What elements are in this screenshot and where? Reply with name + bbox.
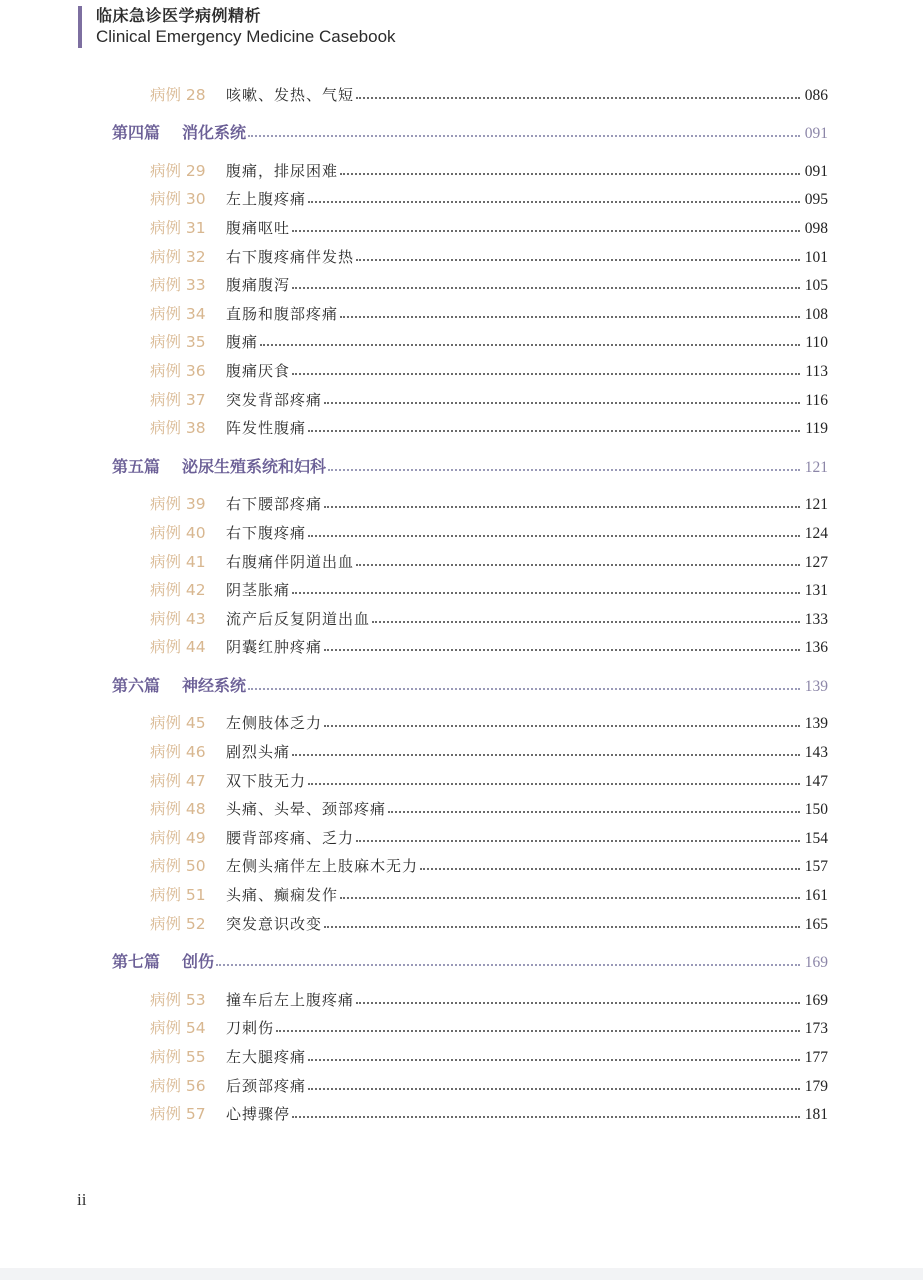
- page-ref: 101: [804, 248, 828, 266]
- dot-leader: [328, 469, 800, 471]
- case-number: 病例 49: [150, 828, 206, 847]
- toc-case-entry[interactable]: [112, 849, 828, 878]
- case-title: 右下腹疼痛伴发热: [226, 247, 355, 266]
- case-number: 病例 54: [150, 1019, 206, 1038]
- toc-case-entry[interactable]: [112, 77, 828, 106]
- page-ref: 147: [804, 772, 828, 790]
- toc-part-entry[interactable]: [112, 116, 828, 145]
- dot-leader: [292, 754, 800, 756]
- page-ref: 161: [804, 887, 828, 905]
- dot-leader: [356, 259, 800, 261]
- dot-leader: [340, 316, 800, 318]
- case-number: 病例 28: [150, 85, 206, 104]
- page-ref: 095: [804, 191, 828, 209]
- case-number: 病例 42: [150, 581, 206, 600]
- part-label: 第五篇: [112, 456, 161, 476]
- dot-leader: [308, 430, 800, 432]
- page-ref: 105: [804, 277, 828, 295]
- page-ref: 169: [804, 991, 828, 1009]
- case-number: 病例 43: [150, 609, 206, 628]
- dot-leader: [292, 287, 800, 289]
- page-ref: 091: [804, 162, 828, 180]
- toc-case-entry[interactable]: [112, 877, 828, 906]
- case-number: 病例 41: [150, 552, 206, 571]
- case-title: 后颈部疼痛: [226, 1076, 307, 1095]
- page-ref: 108: [804, 305, 828, 323]
- case-number: 病例 38: [150, 419, 206, 438]
- case-title: 头痛、头晕、颈部疼痛: [226, 800, 387, 819]
- page-ref: 086: [804, 86, 828, 104]
- part-title: 创伤: [182, 952, 215, 972]
- page-ref: 165: [804, 915, 828, 933]
- case-title: 咳嗽、发热、气短: [226, 85, 355, 104]
- table-of-contents: [112, 77, 828, 1125]
- page-ref: 121: [804, 458, 828, 476]
- toc-case-entry[interactable]: [112, 820, 828, 849]
- page-number: ii: [77, 1190, 87, 1209]
- case-number: 病例 47: [150, 771, 206, 790]
- page-ref: 119: [805, 420, 828, 438]
- book-title-english: Clinical Emergency Medicine Casebook: [96, 27, 396, 46]
- dot-leader: [324, 402, 800, 404]
- page-ref: 131: [804, 582, 828, 600]
- case-number: 病例 32: [150, 247, 206, 266]
- dot-leader: [308, 783, 800, 785]
- page-ref: 169: [804, 954, 828, 972]
- part-label: 第四篇: [112, 123, 161, 143]
- case-number: 病例 37: [150, 390, 206, 409]
- case-title: 突发意识改变: [226, 914, 323, 933]
- dot-leader: [248, 135, 800, 137]
- page-ref: 154: [804, 829, 828, 847]
- case-title: 流产后反复阴道出血: [226, 609, 371, 628]
- case-number: 病例 33: [150, 276, 206, 295]
- case-number: 病例 57: [150, 1105, 206, 1124]
- case-number: 病例 50: [150, 857, 206, 876]
- dot-leader: [324, 506, 800, 508]
- dot-leader: [308, 1088, 800, 1090]
- toc-case-entry[interactable]: [112, 982, 828, 1011]
- toc-case-entry[interactable]: [112, 1097, 828, 1126]
- case-title: 右下腹疼痛: [226, 523, 307, 542]
- case-title: 右下腰部疼痛: [226, 495, 323, 514]
- dot-leader: [388, 811, 800, 813]
- toc-case-entry[interactable]: [112, 153, 828, 182]
- case-number: 病例 55: [150, 1048, 206, 1066]
- case-title: 阴茎胀痛: [226, 581, 291, 600]
- page-ref: 124: [804, 524, 828, 542]
- dot-leader: [356, 564, 800, 566]
- case-number: 病例 44: [150, 638, 206, 657]
- page-ref: 113: [805, 362, 828, 380]
- dot-leader: [356, 97, 800, 99]
- page-ref: 157: [804, 858, 828, 876]
- toc-case-entry[interactable]: [112, 544, 828, 573]
- toc-case-entry[interactable]: [112, 1068, 828, 1097]
- case-title: 刀刺伤: [226, 1019, 275, 1038]
- dot-leader: [308, 201, 800, 203]
- toc-case-entry[interactable]: [112, 411, 828, 440]
- page-ref: 139: [804, 677, 828, 695]
- case-title: 突发背部疼痛: [226, 390, 323, 409]
- case-title: 阴囊红肿疼痛: [226, 638, 323, 657]
- part-title: 神经系统: [182, 675, 247, 695]
- page-ref: 110: [805, 334, 828, 352]
- case-title: 腹痛，排尿困难: [226, 161, 339, 180]
- case-title: 左大腿疼痛: [226, 1048, 307, 1066]
- case-number: 病例 53: [150, 990, 206, 1009]
- dot-leader: [292, 592, 800, 594]
- case-number: 病例 52: [150, 914, 206, 933]
- toc-case-entry[interactable]: [112, 210, 828, 239]
- case-title: 阵发性腹痛: [226, 419, 307, 438]
- dot-leader: [292, 1116, 800, 1118]
- case-number: 病例 39: [150, 495, 206, 514]
- page-ref: 177: [804, 1049, 828, 1066]
- part-title: 消化系统: [182, 123, 247, 143]
- dot-leader: [248, 688, 800, 690]
- toc-case-entry[interactable]: [112, 487, 828, 516]
- page-ref: 139: [804, 715, 828, 733]
- toc-case-entry[interactable]: [112, 239, 828, 268]
- case-title: 腹痛: [226, 333, 259, 352]
- part-title: 泌尿生殖系统和妇科: [182, 456, 327, 476]
- dot-leader: [420, 868, 800, 870]
- toc-case-entry[interactable]: [112, 763, 828, 792]
- case-title: 左侧肢体乏力: [226, 714, 323, 733]
- toc-part-entry[interactable]: [112, 449, 828, 478]
- case-title: 直肠和腹部疼痛: [226, 304, 339, 323]
- case-number: 病例 51: [150, 886, 206, 905]
- toc-case-entry[interactable]: [112, 734, 828, 763]
- page-ref: 116: [805, 391, 828, 409]
- toc-case-entry[interactable]: [112, 906, 828, 935]
- part-label: 第六篇: [112, 675, 161, 695]
- page-ref: 179: [804, 1077, 828, 1095]
- toc-case-entry[interactable]: [112, 353, 828, 382]
- dot-leader: [292, 373, 800, 375]
- toc-part-entry[interactable]: [112, 668, 828, 697]
- dot-leader: [216, 964, 800, 966]
- page-ref: 181: [804, 1106, 828, 1124]
- dot-leader: [356, 1002, 800, 1004]
- case-number: 病例 40: [150, 523, 206, 542]
- case-number: 病例 36: [150, 361, 206, 380]
- page-ref: 143: [804, 744, 828, 762]
- dot-leader: [308, 535, 800, 537]
- page-ref: 136: [804, 639, 828, 657]
- case-title: 左侧头痛伴左上肢麻木无力: [226, 857, 419, 876]
- dot-leader: [356, 840, 800, 842]
- case-title: 头痛、癫痫发作: [226, 886, 339, 905]
- case-number: 病例 46: [150, 743, 206, 762]
- case-title: 右腹痛伴阴道出血: [226, 552, 355, 571]
- page-ref: 091: [804, 125, 828, 143]
- case-number: 病例 29: [150, 161, 206, 180]
- page-ref: 173: [804, 1020, 828, 1038]
- page-ref: 133: [804, 610, 828, 628]
- case-title: 腰背部疼痛、乏力: [226, 828, 355, 847]
- page-ref: 098: [804, 219, 828, 237]
- case-title: 心搏骤停: [226, 1105, 291, 1124]
- dot-leader: [340, 897, 800, 899]
- toc-case-entry[interactable]: [112, 573, 828, 602]
- case-title: 双下肢无力: [226, 771, 307, 790]
- dot-leader: [372, 621, 800, 623]
- toc-case-entry[interactable]: [112, 382, 828, 411]
- case-number: 病例 48: [150, 800, 206, 819]
- book-title-chinese: 临床急诊医学病例精析: [96, 6, 262, 25]
- case-number: 病例 45: [150, 714, 206, 733]
- page-ref: 150: [804, 801, 828, 819]
- case-number: 病例 34: [150, 304, 206, 323]
- toc-part-entry[interactable]: [112, 945, 828, 974]
- case-title: 腹痛腹泻: [226, 276, 291, 295]
- dot-leader: [324, 649, 800, 651]
- case-number: 病例 56: [150, 1076, 206, 1095]
- dot-leader: [324, 926, 800, 928]
- toc-case-entry[interactable]: [112, 601, 828, 630]
- toc-case-entry[interactable]: [112, 1011, 828, 1040]
- toc-case-entry[interactable]: [112, 792, 828, 821]
- case-title: 剧烈头痛: [226, 743, 291, 762]
- case-number: 病例 31: [150, 218, 206, 237]
- dot-leader: [292, 230, 800, 232]
- case-title: 撞车后左上腹疼痛: [226, 990, 355, 1009]
- page-ref: 121: [804, 496, 828, 514]
- page-bottom-edge: [0, 1268, 923, 1280]
- page-ref: 127: [804, 553, 828, 571]
- part-label: 第七篇: [112, 952, 161, 972]
- dot-leader: [340, 173, 800, 175]
- dot-leader: [276, 1030, 800, 1032]
- case-title: 腹痛呕吐: [226, 218, 291, 237]
- case-title: 左上腹疼痛: [226, 190, 307, 209]
- case-number: 病例 35: [150, 333, 206, 352]
- toc-case-entry[interactable]: [112, 630, 828, 659]
- dot-leader: [260, 344, 800, 346]
- dot-leader: [324, 725, 800, 727]
- toc-case-entry[interactable]: [112, 182, 828, 211]
- toc-case-entry[interactable]: [112, 515, 828, 544]
- toc-case-entry[interactable]: [112, 325, 828, 354]
- case-title: 腹痛厌食: [226, 361, 291, 380]
- toc-case-entry[interactable]: [112, 296, 828, 325]
- dot-leader: [308, 1059, 800, 1061]
- toc-case-entry[interactable]: [112, 706, 828, 735]
- toc-case-entry[interactable]: [112, 1039, 828, 1068]
- toc-case-entry[interactable]: [112, 268, 828, 297]
- case-number: 病例 30: [150, 190, 206, 209]
- running-header: [78, 6, 396, 48]
